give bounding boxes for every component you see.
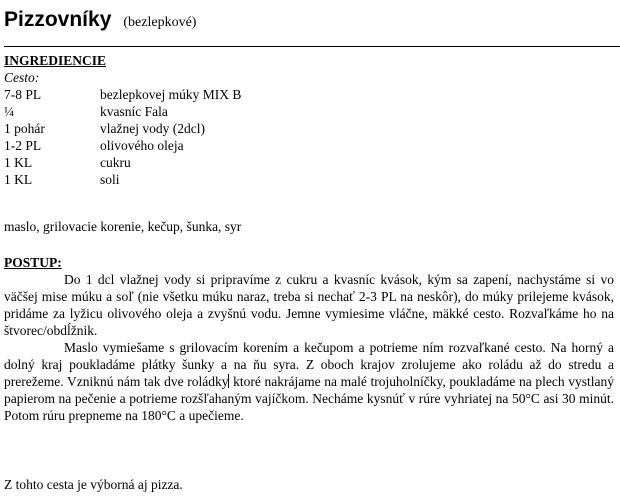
ingredient-name: kvasníc Fala xyxy=(100,104,168,119)
closing-note: Z tohto cesta je výborná aj pizza. xyxy=(4,477,183,492)
title-divider xyxy=(4,46,620,47)
ingredients-heading: INGREDIENCIE xyxy=(4,53,107,68)
procedure-text-after-cursor: ktoré nakrájame na malé trojuholníčky, poukladáme na plech vystlaný papierom na pečenie a potrieme rozšľahaným vajíčkom. Necháme kysnúť v rúre vyhriatej na 50°C asi 30 minút. Potom rúru prepneme na 180°C a upečieme. xyxy=(4,374,615,423)
ingredient-qty: 1 pohár xyxy=(4,121,45,136)
procedure-text-before-cursor: Maslo vymiešame s grilovacím korením a kečupom a potrieme ním rozvaľkané cesto. Na horný a dolný kraj poukladáme plátky šunky a na ňu syra. Z oboch krajov zrolujeme ako roládu až do stredu a prerežeme. Vzniknú nám tak dve roládky xyxy=(4,340,614,389)
ingredient-row xyxy=(4,120,241,137)
ingredient-qty: 7-8 PL xyxy=(4,87,42,102)
ingredient-row xyxy=(4,137,241,154)
procedure-paragraph-1: Do 1 dcl vlažnej vody si pripravíme z cukru a kvasníc kvások, kým sa zapení, nachystáme si vo väčšej mise múku a soľ (nie všetku múku naraz, treba si nechať 2-3 PL na neskôr), do múky prilejeme kvások, pridáme za lyžicu olivového oleja a zvyšnú vodu. Jemne vymiesime vláčne, mäkké cesto. Rozvaľkáme ho na štvorec/obdĺžnik. xyxy=(4,272,614,338)
ingredient-row xyxy=(4,154,241,171)
ingredient-name: olivového oleja xyxy=(100,138,184,153)
text-cursor xyxy=(228,374,229,388)
procedure-section xyxy=(4,254,614,424)
extra-ingredients: maslo, grilovacie korenie, kečup, šunka, syr xyxy=(4,219,242,234)
ingredient-qty: 1 KL xyxy=(4,172,33,187)
ingredient-row xyxy=(4,171,241,188)
ingredient-name: soli xyxy=(100,172,120,187)
ingredients-section xyxy=(4,52,241,188)
recipe-subtitle: (bezlepkové) xyxy=(123,15,197,30)
recipe-title: Pizzovníky xyxy=(4,8,112,31)
ingredient-row xyxy=(4,103,241,120)
title-row xyxy=(4,0,616,38)
ingredient-qty: 1-2 PL xyxy=(4,138,42,153)
procedure-paragraph-2 xyxy=(4,339,614,424)
ingredients-table xyxy=(4,86,241,188)
ingredient-qty: 1 KL xyxy=(4,155,33,170)
ingredient-name: bezlepkovej múky MIX B xyxy=(100,87,242,102)
procedure-heading: POSTUP: xyxy=(4,255,62,270)
dough-label: Cesto: xyxy=(4,70,40,85)
document-page[interactable] xyxy=(4,0,616,492)
ingredient-row xyxy=(4,86,241,103)
ingredient-name: cukru xyxy=(100,155,131,170)
ingredient-qty: ¼ xyxy=(4,104,15,119)
ingredient-name: vlažnej vody (2dcl) xyxy=(100,121,205,136)
